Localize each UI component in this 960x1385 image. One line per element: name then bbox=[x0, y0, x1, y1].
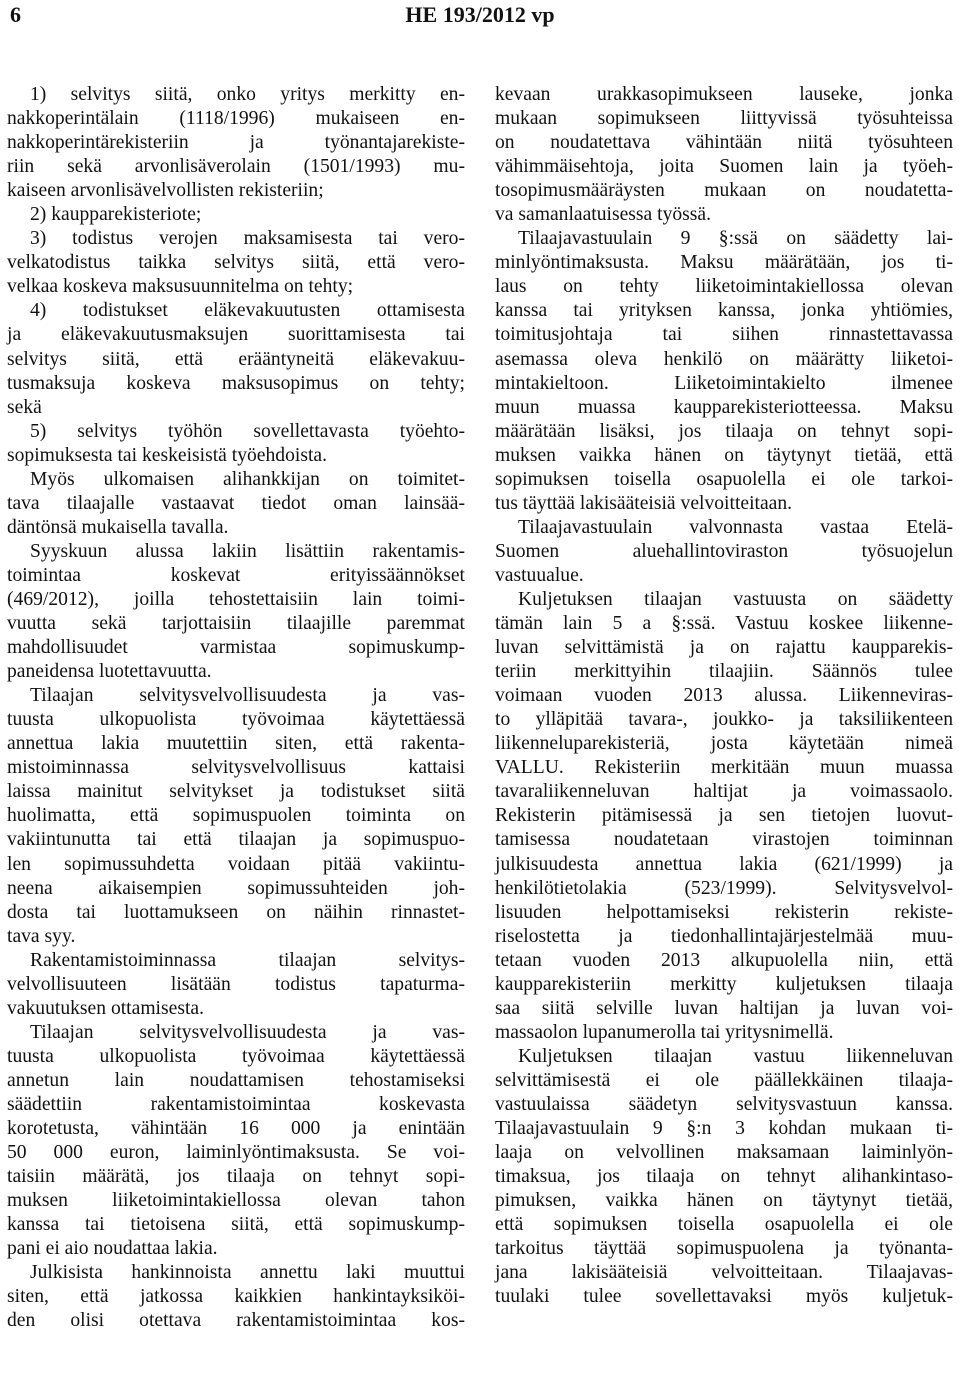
text-line: on noudatettava vähintään niitä työsuhteen bbox=[495, 132, 953, 154]
text-line: velkatodistus taikka selvitys siitä, että vero- bbox=[7, 252, 465, 274]
text-line: tamisessa noudatetaan virastojen toiminnan bbox=[495, 829, 953, 851]
text-line: säädettiin rakentamistoimintaa koskevasta bbox=[7, 1093, 465, 1115]
text-line: tuusta ulkopuolista työvoimaa käytettäessä bbox=[7, 709, 465, 731]
text-line: mukaan sopimukseen liittyvissä työsuhteissa bbox=[495, 108, 953, 130]
text-line: lisuuden helpottamiseksi rekisterin rekiste- bbox=[495, 901, 953, 923]
text-line: voimaan vuoden 2013 alussa. Liikenneviras- bbox=[495, 685, 953, 707]
text-line: 1) selvitys siitä, onko yritys merkitty en- bbox=[30, 84, 465, 105]
text-line: sopimuksen toisella osapuolella ei ole tarkoi- bbox=[495, 468, 953, 490]
text-line: timaksua, jos tilaaja on tehnyt alihankintaso- bbox=[495, 1166, 953, 1188]
text-line: len sopimussuhdetta voidaan pitää vakiintu- bbox=[7, 853, 465, 875]
text-line: 5) selvitys työhön sovellettavasta työehto- bbox=[30, 420, 465, 442]
text-line: 2) kaupparekisteriote; bbox=[30, 204, 202, 226]
text-line: Kuljetuksen tilaajan vastuu liikenneluvan bbox=[518, 1045, 953, 1067]
text-line: laus on tehty liiketoimintakiellossa olevan bbox=[495, 276, 953, 298]
text-line: tava tilaajalle vastaavat tiedot oman lainsää- bbox=[7, 492, 465, 514]
text-line: selvitys siitä, että erääntyneitä eläkevakuu- bbox=[7, 348, 465, 370]
text-line: Rekisterin pitämisessä ja sen tietojen luovut- bbox=[495, 805, 953, 827]
text-line: Suomen aluehallintoviraston työsuojelun bbox=[495, 540, 953, 562]
text-line: Myös ulkomaisen alihankkijan on toimitet- bbox=[30, 468, 465, 490]
text-line: nakkoperintälain (1118/1996) mukaiseen en- bbox=[7, 108, 465, 130]
text-line: muksen vaikka hänen on täytynyt tietää, että bbox=[495, 444, 953, 466]
text-line: taisiin määrätä, jos tilaaja on tehnyt sopi- bbox=[7, 1166, 465, 1188]
text-line: Tilaajan selvitysvelvollisuudesta ja vas- bbox=[30, 1021, 465, 1043]
text-line: tuusta ulkopuolista työvoimaa käytettäessä bbox=[7, 1045, 465, 1067]
text-line: tosopimusmääräysten mukaan on noudatetta- bbox=[495, 180, 953, 202]
text-line: velkaa koskeva maksusuunnitelma on tehty; bbox=[7, 276, 354, 298]
text-line: tuulaki tulee sovellettavaksi myös kuljetuk- bbox=[495, 1286, 953, 1308]
text-line: minlyöntimaksusta. Maksu määrätään, jos ti- bbox=[495, 252, 953, 274]
text-line: vastuualue. bbox=[495, 564, 584, 586]
text-line: riin sekä arvonlisäverolain (1501/1993) mu- bbox=[7, 156, 465, 178]
text-line: tämän lain 5 a §:ssä. Vastuu koskee liikenne- bbox=[495, 613, 953, 635]
text-line: henkilötietolakia (523/1999). Selvitysvelvol- bbox=[495, 877, 953, 899]
text-line: va samanlaatuisessa työssä. bbox=[495, 204, 712, 226]
text-line: Kuljetuksen tilaajan vastuusta on säädetty bbox=[518, 588, 953, 610]
text-line: korotetusta, vähintään 16 000 ja enintään bbox=[7, 1118, 465, 1140]
text-line: vakiintunutta tai että tilaajan ja sopimuspuo- bbox=[7, 829, 465, 851]
text-line: pani ei aio noudattaa lakia. bbox=[7, 1238, 218, 1260]
page-number: 6 bbox=[10, 2, 21, 27]
text-line: Rakentamistoiminnassa tilaajan selvitys- bbox=[30, 949, 465, 971]
text-line: tetaan vuoden 2013 alkupuolella niin, että bbox=[495, 949, 953, 971]
text-line: luvan selvittämistä ja on rajattu kaupparekis- bbox=[495, 637, 953, 659]
text-line: kevaan urakkasopimukseen lauseke, jonka bbox=[495, 84, 953, 105]
text-line: muksen liiketoimintakiellossa olevan tahon bbox=[7, 1190, 465, 1212]
page-header bbox=[0, 0, 960, 34]
text-line: mistoiminnassa selvitysvelvollisuus kattaisi bbox=[7, 757, 465, 779]
text-line: toimintaa koskevat erityissäännökset bbox=[7, 564, 465, 586]
text-line: määrätään lisäksi, jos tilaaja on tehnyt sopi- bbox=[495, 420, 953, 442]
text-line: Tilaajan selvitysvelvollisuudesta ja vas- bbox=[30, 685, 465, 707]
text-line: asemassa oleva henkilö on määrätty liiketoi- bbox=[495, 348, 953, 370]
text-line: jana lakisääteisiä velvoitteitaan. Tilaajavas- bbox=[495, 1262, 953, 1284]
text-line: kanssa tai yrityksen kanssa, jonka yhtiömies, bbox=[495, 300, 953, 322]
text-line: toimitusjohtaja tai siihen rinnastettavassa bbox=[495, 324, 953, 346]
left-text-column bbox=[7, 83, 465, 1333]
text-line: Tilaajavastuulain valvonnasta vastaa Etelä- bbox=[518, 516, 953, 538]
text-line: liikenneluparekisteriä, josta käytetään nimeä bbox=[495, 733, 953, 755]
text-line: ja eläkevakuutusmaksujen suorittamisesta tai bbox=[7, 324, 465, 346]
text-line: annettua lakia muutettiin siten, että rakenta- bbox=[7, 733, 465, 755]
text-line: mahdollisuudet varmistaa sopimuskump- bbox=[7, 637, 465, 659]
text-line: laissa mainitut selvitykset ja todistukset siitä bbox=[7, 781, 465, 803]
text-line: kaiseen arvonlisävelvollisten rekisteriin; bbox=[7, 180, 324, 202]
text-line: kanssa tai tietoisena siitä, että sopimuskump- bbox=[7, 1214, 465, 1236]
text-line: nakkoperintärekisteriin ja työnantajarekiste- bbox=[7, 132, 465, 154]
text-line: Tilaajavastuulain 9 §:ssä on säädetty lai- bbox=[518, 228, 953, 250]
right-text-column bbox=[495, 83, 953, 1309]
text-line: VALLU. Rekisteriin merkitään muun muassa bbox=[495, 757, 953, 779]
text-line: laaja on velvollinen maksamaan laiminlyön- bbox=[495, 1142, 953, 1164]
text-line: tavaraliikenneluvan haltijat ja voimassaolo. bbox=[495, 781, 953, 803]
text-line: (469/2012), joilla tehostettaisiin lain toimi- bbox=[7, 588, 465, 610]
text-line: Syyskuun alussa lakiin lisättiin rakentamis- bbox=[30, 540, 465, 562]
text-line: pimuksen, vaikka hänen on täytynyt tietää, bbox=[495, 1190, 953, 1212]
text-line: 3) todistus verojen maksamisesta tai vero- bbox=[30, 228, 465, 250]
text-line: Julkisista hankinnoista annettu laki muuttui bbox=[30, 1262, 465, 1284]
text-line: vuutta sekä tarjottaisiin tilaajille paremmat bbox=[7, 613, 465, 635]
text-line: tus täyttää lakisääteisiä velvoitteitaan. bbox=[495, 492, 793, 514]
text-line: massaolon lupanumerolla tai yritysnimellä. bbox=[495, 1021, 834, 1043]
text-line: dosta tai luottamukseen on näihin rinnastet- bbox=[7, 901, 465, 923]
text-line: den olisi otettava rakentamistoimintaa kos- bbox=[7, 1310, 465, 1332]
text-line: 4) todistukset eläkevakuutusten ottamisesta bbox=[30, 300, 465, 322]
text-line: paneidensa luotettavuutta. bbox=[7, 661, 212, 683]
text-line: selvittämisestä ei ole päällekkäinen tilaaja- bbox=[495, 1069, 953, 1091]
text-line: vähimmäisehtoja, joita Suomen lain ja työeh- bbox=[495, 156, 953, 178]
text-line: teriin merkittyihin tilaajiin. Säännös tulee bbox=[495, 661, 953, 683]
document-id: HE 193/2012 vp bbox=[405, 2, 555, 27]
text-line: velvollisuuteen lisätään todistus tapaturma- bbox=[7, 973, 465, 995]
text-line: Tilaajavastuulain 9 §:n 3 kohdan mukaan ti- bbox=[495, 1118, 953, 1140]
text-line: kaupparekisteriin merkitty kuljetuksen tilaaja bbox=[495, 973, 953, 995]
text-line: to ylläpitää tavara-, joukko- ja taksiliikenteen bbox=[495, 709, 953, 731]
text-line: däntönsä mukaisella tavalla. bbox=[7, 516, 229, 538]
text-line: sekä bbox=[7, 396, 42, 418]
text-line: siten, että jatkossa kaikkien hankintayksiköi- bbox=[7, 1286, 465, 1308]
text-line: että sopimuksen toisella osapuolella ei ole bbox=[495, 1214, 953, 1236]
text-line: tarkoitus täyttää sopimuspuolena ja työnanta- bbox=[495, 1238, 953, 1260]
text-line: muun muassa kaupparekisteriotteessa. Maksu bbox=[495, 396, 953, 418]
text-line: riselostetta ja tiedonhallintajärjestelmää muu- bbox=[495, 925, 953, 947]
text-line: tava syy. bbox=[7, 925, 76, 947]
text-line: mintakieltoon. Liiketoimintakielto ilmenee bbox=[495, 372, 953, 394]
text-line: huolimatta, että sopimuspuolen toiminta on bbox=[7, 805, 465, 827]
text-line: sopimuksesta tai keskeisistä työehdoista. bbox=[7, 444, 327, 466]
text-line: annetun lain noudattamisen tehostamiseksi bbox=[7, 1069, 465, 1091]
text-line: vastuulaissa säädetyn selvitysvastuun kanssa. bbox=[495, 1093, 953, 1115]
text-line: 50 000 euron, laiminlyöntimaksusta. Se voi- bbox=[7, 1142, 465, 1164]
text-line: tusmaksuja koskeva maksusopimus on tehty; bbox=[7, 372, 465, 394]
text-line: saa siitä selville luvan haltijan ja luvan voi- bbox=[495, 997, 953, 1019]
text-line: vakuutuksen ottamisesta. bbox=[7, 997, 204, 1019]
text-line: julkisuudesta annettua lakia (621/1999) ja bbox=[495, 853, 953, 875]
text-line: neena aikaisempien sopimussuhteiden joh- bbox=[7, 877, 465, 899]
